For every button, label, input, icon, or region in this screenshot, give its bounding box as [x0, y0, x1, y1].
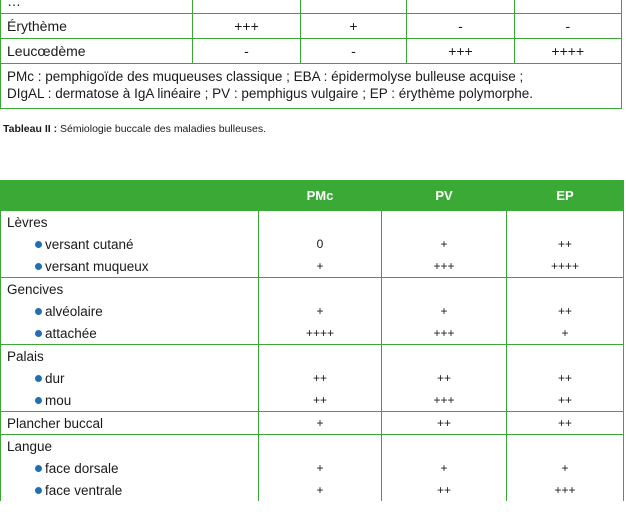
sub-label — [1, 479, 259, 501]
empty-cell — [259, 278, 382, 301]
group-row — [1, 278, 624, 301]
sub-label-text: dur — [45, 370, 65, 386]
sub-label-text: mou — [45, 392, 72, 408]
cell-value: ++ — [382, 367, 507, 389]
group-row — [1, 345, 624, 368]
table-header — [1, 181, 624, 211]
note-line-1: PMc : pemphigoïde des muqueuses classique ; EBA : épidermolyse bulleuse acquise ; — [7, 69, 524, 84]
cell-value: + — [259, 255, 382, 278]
group-label: Langue — [1, 435, 259, 458]
cell-value: ++ — [259, 389, 382, 412]
group-label: Palais — [1, 345, 259, 368]
table-row — [1, 367, 624, 389]
cell-value: + — [259, 457, 382, 479]
cell-value: - — [193, 39, 300, 64]
cell-value: ++ — [507, 367, 624, 389]
sub-label — [1, 367, 259, 389]
bullet-icon — [35, 465, 42, 472]
cell-value: +++ — [407, 39, 514, 64]
empty-cell — [382, 345, 507, 368]
sub-label — [1, 389, 259, 412]
cell-value: + — [382, 457, 507, 479]
table-1-body — [1, 0, 622, 109]
cell-value: ++ — [507, 412, 624, 435]
bullet-icon — [35, 308, 42, 315]
bullet-icon — [35, 263, 42, 270]
cell-value: +++ — [193, 14, 300, 39]
table-row — [1, 39, 622, 64]
table-note — [1, 64, 622, 109]
cell-value: ++++ — [507, 255, 624, 278]
cell-value: - — [300, 39, 407, 64]
sub-label — [1, 322, 259, 345]
bullet-icon — [35, 330, 42, 337]
cell-value: 0 — [259, 233, 382, 255]
sub-label — [1, 300, 259, 322]
cell-value: - — [514, 14, 621, 39]
row-label: Leucœdème — [1, 39, 193, 64]
empty-cell — [507, 211, 624, 234]
group-label: Plancher buccal — [1, 412, 259, 435]
note-line-2: DIgAL : dermatose à IgA linéaire ; PV : pemphigus vulgaire ; EP : érythème polymorphe. — [7, 86, 534, 101]
header-row — [1, 181, 624, 211]
cell-value: + — [259, 479, 382, 501]
cell-value: +++ — [382, 389, 507, 412]
cell-value: ++ — [507, 233, 624, 255]
table-row — [1, 389, 624, 412]
empty-cell — [382, 435, 507, 458]
header-pmc: PMc — [259, 181, 382, 211]
table-caption — [3, 123, 266, 135]
table-row — [1, 457, 624, 479]
empty-cell — [259, 435, 382, 458]
sub-label-text: attachée — [45, 325, 97, 341]
caption-text: Sémiologie buccale des maladies bulleuses. — [57, 123, 267, 135]
table-row — [1, 412, 624, 435]
table-row — [1, 300, 624, 322]
sub-label — [1, 233, 259, 255]
empty-cell — [382, 211, 507, 234]
group-label: Lèvres — [1, 211, 259, 234]
table-row — [1, 0, 622, 14]
header-pv: PV — [382, 181, 507, 211]
cell-value: ++++ — [259, 322, 382, 345]
empty-cell — [507, 435, 624, 458]
sub-label-text: versant muqueux — [45, 258, 149, 274]
cell-value: + — [259, 412, 382, 435]
caption-prefix: Tableau II : — [3, 123, 58, 135]
sub-label — [1, 457, 259, 479]
table-row — [1, 14, 622, 39]
cell-value: ++ — [259, 367, 382, 389]
table-note-row — [1, 64, 622, 109]
cell-value: + — [507, 322, 624, 345]
cell-value: ++ — [382, 479, 507, 501]
cell-value: - — [407, 14, 514, 39]
row-label: Érythème — [1, 14, 193, 39]
cell-value: +++ — [507, 479, 624, 501]
cell-value: ++ — [382, 412, 507, 435]
header-empty — [1, 181, 259, 211]
table-2-body — [1, 211, 624, 502]
table-row — [1, 322, 624, 345]
empty-cell — [259, 345, 382, 368]
cell-value: + — [382, 300, 507, 322]
table-row — [1, 255, 624, 278]
sub-label — [1, 255, 259, 278]
cell-value: + — [382, 233, 507, 255]
sub-label-text: face dorsale — [45, 460, 119, 476]
table-2 — [0, 180, 624, 501]
table-row — [1, 479, 624, 501]
group-row — [1, 211, 624, 234]
empty-cell — [507, 345, 624, 368]
sub-label-text: alvéolaire — [45, 303, 103, 319]
cell-value: +++ — [382, 255, 507, 278]
bullet-icon — [35, 397, 42, 404]
table-1-fragment — [0, 0, 622, 109]
header-ep: EP — [507, 181, 624, 211]
cell-value — [407, 0, 514, 14]
bullet-icon — [35, 487, 42, 494]
sub-label-text: versant cutané — [45, 236, 134, 252]
cell-value: + — [507, 457, 624, 479]
sub-label-text: face ventrale — [45, 482, 123, 498]
group-row — [1, 435, 624, 458]
empty-cell — [382, 278, 507, 301]
empty-cell — [259, 211, 382, 234]
cell-value: ++++ — [514, 39, 621, 64]
empty-cell — [507, 278, 624, 301]
group-label: Gencives — [1, 278, 259, 301]
bullet-icon — [35, 241, 42, 248]
bullet-icon — [35, 375, 42, 382]
table-row — [1, 233, 624, 255]
cell-value: ++ — [507, 389, 624, 412]
cell-value: + — [259, 300, 382, 322]
cell-value — [193, 0, 300, 14]
cell-value: +++ — [382, 322, 507, 345]
cell-value — [514, 0, 621, 14]
cell-value — [300, 0, 407, 14]
row-label: … — [1, 0, 193, 14]
cell-value: ++ — [507, 300, 624, 322]
cell-value: + — [300, 14, 407, 39]
